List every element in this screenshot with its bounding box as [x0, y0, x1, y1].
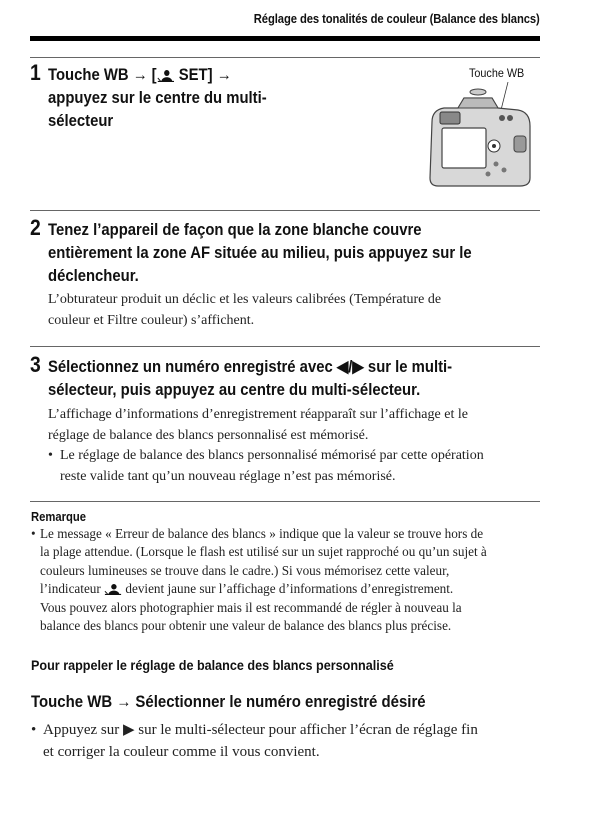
- remark-line: balance des blancs pour obtenir une valeur de balance des blancs plus précise.: [40, 618, 452, 634]
- step-title-part: Touche WB → [: [48, 66, 157, 84]
- section-divider: [30, 346, 540, 347]
- body-line: couleur et Filtre couleur) s’affichent.: [48, 313, 255, 328]
- bullet-dot: •: [31, 722, 37, 738]
- body-line: L’affichage d’informations d’enregistrement réapparaît sur l’affichage et le: [48, 407, 468, 422]
- step-3: [30, 354, 540, 402]
- camera-illustration: [418, 82, 538, 190]
- remark-line-part: l’indicateur: [40, 581, 105, 597]
- recall-text: [43, 719, 541, 763]
- page-header-title: Réglage des tonalités de couleur (Balance des blancs): [254, 12, 540, 26]
- remark-body: [31, 525, 546, 635]
- section-divider: [30, 57, 540, 58]
- step-body: [48, 289, 548, 331]
- recall-line: Appuyez sur ▶ sur le multi-sélecteur pour afficher l’écran de réglage fin: [43, 722, 478, 738]
- step-title-line: entièrement la zone AF située au milieu, puis appuyez sur le: [48, 244, 472, 262]
- step-title-line: Tenez l’appareil de façon que la zone blanche couvre: [48, 221, 422, 239]
- recall-heading: Pour rappeler le réglage de balance des blancs personnalisé: [31, 657, 394, 673]
- custom-wb-icon: [104, 583, 122, 595]
- step-title-line: Sélectionnez un numéro enregistré avec ◀/▶ sur le multi-: [48, 358, 453, 376]
- remark-line: couleurs lumineuses se trouve dans le cadre.) Si vous mémorisez cette valeur,: [40, 562, 450, 578]
- step-title: [48, 356, 452, 402]
- bullet-dot: •: [31, 526, 36, 541]
- step-bullet: [48, 445, 538, 487]
- step-number: 2: [30, 215, 41, 240]
- custom-wb-icon: [157, 69, 175, 82]
- bullet-line: Le réglage de balance des blancs personnalisé mémorisé par cette opération: [60, 448, 484, 463]
- step-title-line: déclencheur.: [48, 267, 139, 285]
- body-line: L’obturateur produit un déclic et les valeurs calibrées (Température de: [48, 292, 442, 307]
- body-line: réglage de balance des blancs personnalisé est mémorisé.: [48, 428, 369, 443]
- step-number: 3: [30, 352, 41, 377]
- step-title-line: appuyez sur le centre du multi-: [48, 89, 267, 107]
- step-title-line: sélecteur: [48, 112, 114, 130]
- remark-line: Le message « Erreur de balance des blancs » indique que la valeur se trouve hors de: [40, 526, 484, 541]
- section-divider: [30, 501, 540, 502]
- camera-label: Touche WB: [469, 66, 525, 80]
- step-title: [48, 64, 267, 133]
- step-title: [48, 219, 472, 288]
- recall-instruction: Touche WB → Sélectionner le numéro enregistré désiré: [31, 692, 426, 711]
- step-title-line: sélecteur, puis appuyez au centre du multi-sélecteur.: [48, 381, 421, 399]
- remark-line-part: devient jaune sur l’affichage d’informations d’enregistrement.: [122, 581, 454, 597]
- step-2: [30, 217, 540, 287]
- remark-line: Vous pouvez alors photographier mais il est recommandé de régler à nouveau la: [40, 599, 462, 615]
- section-divider: [30, 210, 540, 211]
- bullet-text: [60, 445, 538, 487]
- step-number: 1: [30, 60, 41, 85]
- bullet-dot: •: [48, 448, 53, 463]
- step-title-part: SET] →: [174, 66, 232, 84]
- remark-text: [40, 525, 546, 635]
- recall-line: et corriger la couleur comme il vous convient.: [43, 744, 320, 760]
- step-body: [48, 404, 548, 446]
- bullet-line: reste valide tant qu’un nouveau réglage n’est pas mémorisé.: [60, 469, 396, 484]
- remark-title: Remarque: [31, 510, 87, 524]
- header-rule: [30, 36, 540, 41]
- recall-bullet: [31, 719, 541, 763]
- remark-line: la plage attendue. (Lorsque le flash est utilisé sur un sujet rapproché ou qu’un sujet à: [40, 544, 487, 560]
